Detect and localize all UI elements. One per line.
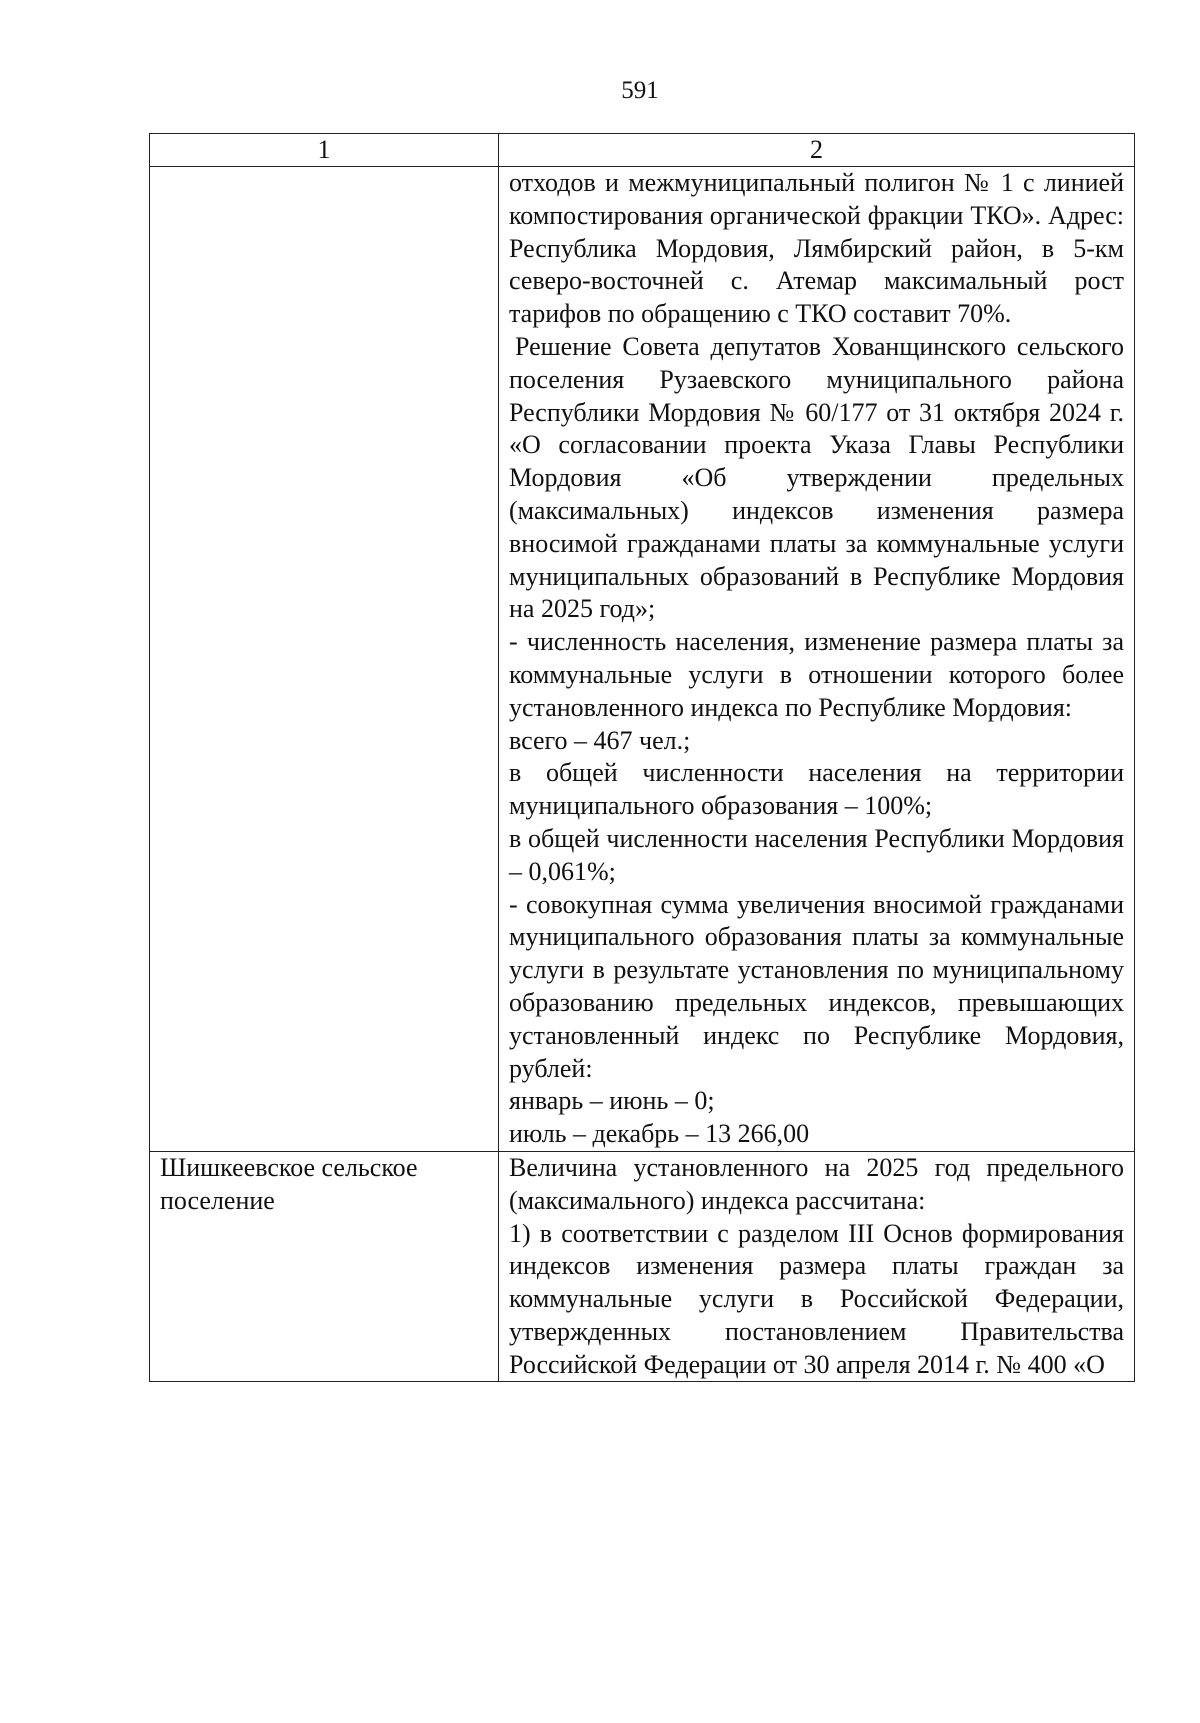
paragraph: отходов и межмуниципальный полигон № 1 с линией компостирования органической фракции ТКО». Адрес: Республика Мордовия, Лямбирский район, в 5-км северо-восточней с. Атемар максимальный рост тарифов по обращению с ТКО составит 70%. xyxy=(509,168,1124,329)
municipality-cell xyxy=(150,167,499,1152)
paragraph: всего – 467 чел.; xyxy=(509,725,691,755)
page-number: 591 xyxy=(621,77,659,104)
paragraph: - совокупная сумма увеличения вносимой гражданами муниципального образования платы за коммунальные услуги в результате установления по муниципальному образованию предельных индексов, превышающих установленный индекс по Республике Мордовия, рублей: xyxy=(509,889,1124,1083)
table-row xyxy=(150,1151,1135,1382)
table-row xyxy=(150,167,1135,1152)
document-table xyxy=(149,133,1135,1382)
municipality-cell: Шишкеевское сельское поселение xyxy=(150,1151,499,1382)
column-header-1: 1 xyxy=(150,134,499,167)
paragraph: Величина установленного на 2025 год предельного (максимального) индекса рассчитана: xyxy=(509,1152,1124,1215)
paragraph: Решение Совета депутатов Хованщинского сельского поселения Рузаевского муниципального района Республики Мордовия № 60/177 от 31 октября 2024 г. «О согласовании проекта Указа Главы Республики Мордовия «Об утверждении предельных (максимальных) индексов изменения размера вносимой гражданами платы за коммунальные услуги муниципальных образований в Республике Мордовия на 2025 год»; xyxy=(509,331,1124,624)
column-header-2: 2 xyxy=(499,134,1135,167)
paragraph: в общей численности населения Республики Мордовия – 0,061%; xyxy=(509,823,1124,886)
paragraph: - численность населения, изменение размера платы за коммунальные услуги в отношении которого более установленного индекса по Республике Мордовия: xyxy=(509,627,1124,722)
paragraph: в общей численности населения на территории муниципального образования – 100%; xyxy=(509,758,1124,821)
paragraph: 1) в соответствии с разделом III Основ формирования индексов изменения размера платы граждан за коммунальные услуги в Российской Федерации, утвержденных постановлением Правительства Российской Федерации от 30 апреля 2014 г. № 400 «О xyxy=(509,1218,1124,1379)
table-header-row xyxy=(150,134,1135,167)
paragraph: январь – июнь – 0; xyxy=(509,1086,715,1116)
description-cell xyxy=(499,167,1135,1152)
paragraph: июль – декабрь – 13 266,00 xyxy=(509,1119,810,1149)
description-cell xyxy=(499,1151,1135,1382)
